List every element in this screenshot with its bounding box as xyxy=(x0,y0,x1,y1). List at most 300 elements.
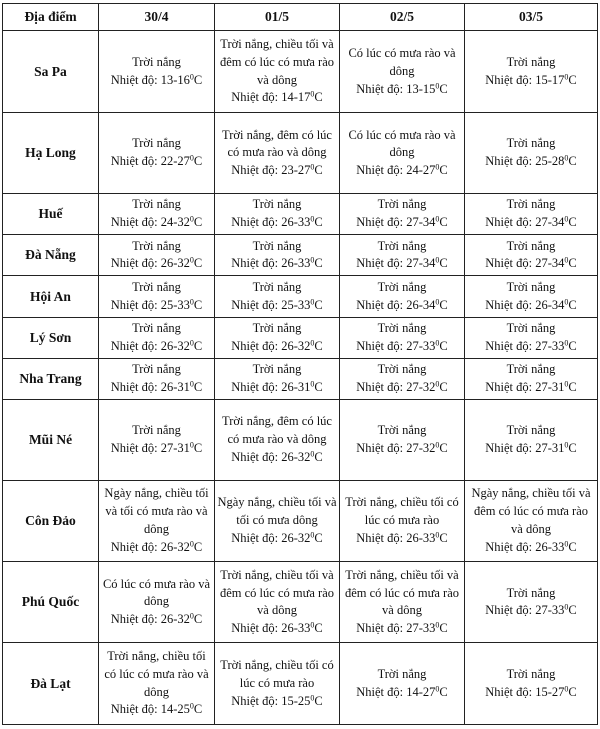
degree-mark: 0 xyxy=(310,297,315,307)
temperature-unit: C xyxy=(568,539,577,554)
temperature-line xyxy=(342,620,462,638)
weather-description: Trời nắng xyxy=(377,666,427,681)
weather-description: Có lúc có mưa rào và dông xyxy=(348,46,456,78)
temperature-unit: C xyxy=(568,338,577,353)
temperature-unit: C xyxy=(193,702,203,717)
forecast-cell xyxy=(465,562,598,643)
location-name: Côn Đảo xyxy=(3,480,99,561)
temperature-unit: C xyxy=(439,440,448,455)
temperature-line xyxy=(342,379,462,397)
temperature-unit: C xyxy=(314,90,323,105)
temperature-line xyxy=(342,255,462,273)
weather-description: Trời nắng xyxy=(377,423,427,438)
temperature-range: 27-31 xyxy=(160,440,190,455)
temperature-range: 15-27 xyxy=(535,684,565,699)
weather-description: Trời nắng xyxy=(252,279,302,294)
temperature-range: 26-32 xyxy=(160,539,190,554)
degree-mark: 0 xyxy=(189,611,194,621)
temperature-prefix: Nhiệt độ: xyxy=(356,163,407,178)
location-name: Mũi Né xyxy=(3,400,99,480)
temperature-line xyxy=(217,379,337,397)
temperature-line xyxy=(217,530,337,548)
temperature-unit: C xyxy=(439,297,448,312)
temperature-unit: C xyxy=(568,297,577,312)
temperature-range: 27-33 xyxy=(535,338,565,353)
temperature-unit: C xyxy=(439,530,448,545)
temperature-line xyxy=(101,214,212,232)
forecast-cell xyxy=(215,480,340,561)
table-row xyxy=(3,358,598,399)
weather-description: Trời nắng xyxy=(506,279,556,294)
temperature-unit: C xyxy=(439,338,448,353)
table-body xyxy=(3,31,598,725)
temperature-unit: C xyxy=(439,256,448,271)
temperature-line xyxy=(342,338,462,356)
temperature-range: 26-32 xyxy=(281,338,311,353)
degree-mark: 0 xyxy=(435,81,440,91)
forecast-cell xyxy=(465,235,598,276)
temperature-line xyxy=(342,81,462,99)
degree-mark: 0 xyxy=(435,297,440,307)
forecast-cell xyxy=(465,31,598,113)
temperature-unit: C xyxy=(568,440,577,455)
temperature-prefix: Nhiệt độ: xyxy=(110,379,161,394)
temperature-range: 25-33 xyxy=(281,297,311,312)
location-name: Lý Sơn xyxy=(3,317,99,358)
temperature-range: 25-28 xyxy=(535,154,565,169)
weather-description: Trời nắng xyxy=(132,279,181,294)
degree-mark: 0 xyxy=(564,72,569,82)
temperature-prefix: Nhiệt độ: xyxy=(485,684,536,699)
degree-mark: 0 xyxy=(564,379,569,389)
weather-description: Trời nắng xyxy=(132,136,181,151)
temperature-range: 15-25 xyxy=(281,693,311,708)
temperature-unit: C xyxy=(314,621,323,635)
forecast-cell xyxy=(215,562,340,643)
degree-mark: 0 xyxy=(564,440,569,450)
temperature-line xyxy=(467,602,595,620)
location-name: Hội An xyxy=(3,276,99,317)
temperature-prefix: Nhiệt độ: xyxy=(356,440,407,455)
degree-mark: 0 xyxy=(310,162,315,172)
temperature-prefix: Nhiệt độ: xyxy=(485,256,536,271)
temperature-line xyxy=(217,338,337,356)
temperature-line xyxy=(342,530,462,548)
temperature-prefix: Nhiệt độ: xyxy=(231,297,282,312)
degree-mark: 0 xyxy=(435,530,440,540)
temperature-unit: C xyxy=(314,163,323,178)
temperature-range: 27-34 xyxy=(535,215,565,230)
forecast-cell xyxy=(465,400,598,480)
weather-description: Trời nắng, chiều tối có lúc có mưa rào xyxy=(345,495,459,527)
forecast-cell xyxy=(99,643,215,725)
weather-description: Trời nắng xyxy=(132,197,181,212)
forecast-cell xyxy=(215,31,340,113)
temperature-range: 26-33 xyxy=(281,215,311,230)
temperature-prefix: Nhiệt độ: xyxy=(356,215,407,230)
temperature-line xyxy=(217,255,337,273)
temperature-unit: C xyxy=(568,72,577,87)
degree-mark: 0 xyxy=(189,214,194,224)
temperature-prefix: Nhiệt độ: xyxy=(110,297,161,312)
weather-description: Ngày nắng, chiều tối và tối có mưa rào và dông xyxy=(104,486,209,536)
temperature-range: 27-33 xyxy=(535,603,565,618)
weather-description: Trời nắng xyxy=(132,238,181,253)
location-name: Sa Pa xyxy=(3,31,99,113)
forecast-cell xyxy=(215,358,340,399)
weather-forecast-table xyxy=(2,3,598,725)
table-row xyxy=(3,317,598,358)
temperature-unit: C xyxy=(439,379,448,394)
temperature-unit: C xyxy=(193,440,203,455)
temperature-line xyxy=(342,297,462,315)
forecast-cell xyxy=(340,400,465,480)
temperature-unit: C xyxy=(314,215,323,230)
temperature-prefix: Nhiệt độ: xyxy=(356,297,407,312)
temperature-range: 27-32 xyxy=(406,440,436,455)
temperature-line xyxy=(101,297,212,315)
forecast-cell xyxy=(465,358,598,399)
temperature-prefix: Nhiệt độ: xyxy=(485,539,536,554)
forecast-cell xyxy=(340,480,465,561)
temperature-unit: C xyxy=(193,256,203,271)
header-date: 03/5 xyxy=(465,4,598,31)
temperature-range: 26-31 xyxy=(160,379,190,394)
temperature-range: 26-32 xyxy=(281,530,311,545)
weather-description: Trời nắng xyxy=(506,666,556,681)
forecast-cell xyxy=(215,193,340,234)
temperature-unit: C xyxy=(193,338,203,353)
degree-mark: 0 xyxy=(189,338,194,348)
degree-mark: 0 xyxy=(435,255,440,265)
temperature-range: 26-32 xyxy=(160,612,190,627)
degree-mark: 0 xyxy=(189,72,194,82)
temperature-prefix: Nhiệt độ: xyxy=(231,163,282,178)
weather-description: Trời nắng, chiều tối và đêm có lúc có mưa rào và dông xyxy=(219,37,335,87)
temperature-line xyxy=(217,449,337,467)
table-row xyxy=(3,400,598,480)
forecast-cell xyxy=(340,276,465,317)
degree-mark: 0 xyxy=(310,214,315,224)
temperature-prefix: Nhiệt độ: xyxy=(356,684,407,699)
temperature-unit: C xyxy=(193,215,203,230)
temperature-line xyxy=(101,611,212,629)
weather-description: Trời nắng xyxy=(252,197,302,212)
degree-mark: 0 xyxy=(435,379,440,389)
degree-mark: 0 xyxy=(435,684,440,694)
temperature-range: 26-32 xyxy=(281,449,311,464)
weather-description: Trời nắng xyxy=(132,320,181,335)
temperature-prefix: Nhiệt độ: xyxy=(485,603,536,618)
weather-description: Trời nắng xyxy=(506,54,556,69)
temperature-range: 27-32 xyxy=(406,379,436,394)
forecast-cell xyxy=(465,317,598,358)
temperature-line xyxy=(217,620,337,638)
forecast-cell xyxy=(99,358,215,399)
temperature-line xyxy=(342,440,462,458)
temperature-unit: C xyxy=(314,693,323,708)
temperature-prefix: Nhiệt độ: xyxy=(231,621,282,635)
temperature-range: 26-33 xyxy=(406,530,436,545)
temperature-range: 23-27 xyxy=(281,163,311,178)
temperature-unit: C xyxy=(439,163,448,178)
degree-mark: 0 xyxy=(189,297,194,307)
temperature-prefix: Nhiệt độ: xyxy=(110,702,161,717)
temperature-line xyxy=(101,338,212,356)
temperature-line xyxy=(467,539,595,557)
temperature-prefix: Nhiệt độ: xyxy=(231,449,282,464)
forecast-cell xyxy=(465,113,598,193)
temperature-range: 27-34 xyxy=(406,256,436,271)
temperature-unit: C xyxy=(314,338,323,353)
location-name: Phú Quốc xyxy=(3,562,99,643)
degree-mark: 0 xyxy=(435,214,440,224)
degree-mark: 0 xyxy=(310,338,315,348)
temperature-unit: C xyxy=(568,154,577,169)
table-row xyxy=(3,235,598,276)
temperature-prefix: Nhiệt độ: xyxy=(231,693,282,708)
temperature-range: 26-31 xyxy=(281,379,311,394)
temperature-prefix: Nhiệt độ: xyxy=(485,440,536,455)
degree-mark: 0 xyxy=(564,153,569,163)
forecast-cell xyxy=(99,480,215,561)
degree-mark: 0 xyxy=(310,693,315,703)
forecast-cell xyxy=(340,643,465,725)
temperature-unit: C xyxy=(568,603,577,618)
temperature-prefix: Nhiệt độ: xyxy=(356,338,407,353)
weather-description: Có lúc có mưa rào và dông xyxy=(102,576,211,609)
weather-description: Trời nắng xyxy=(252,320,302,335)
weather-description: Trời nắng xyxy=(377,197,427,212)
weather-description: Trời nắng, đêm có lúc có mưa rào và dông xyxy=(222,414,332,446)
temperature-range: 27-31 xyxy=(535,440,565,455)
temperature-unit: C xyxy=(439,215,448,230)
temperature-range: 22-27 xyxy=(160,154,190,169)
location-name: Đà Nẵng xyxy=(3,235,99,276)
temperature-line xyxy=(467,72,595,90)
forecast-cell xyxy=(465,643,598,725)
temperature-unit: C xyxy=(314,297,323,312)
temperature-line xyxy=(101,379,212,397)
temperature-line xyxy=(467,338,595,356)
degree-mark: 0 xyxy=(564,297,569,307)
temperature-range: 25-33 xyxy=(160,297,190,312)
temperature-line xyxy=(101,440,212,458)
temperature-unit: C xyxy=(314,449,323,464)
weather-description: Trời nắng, chiều tối có lúc có mưa rào và dông xyxy=(104,649,209,699)
weather-description: Ngày nắng, chiều tối và tối có mưa dông xyxy=(217,495,337,527)
temperature-prefix: Nhiệt độ: xyxy=(485,338,536,353)
temperature-line xyxy=(101,701,212,719)
degree-mark: 0 xyxy=(189,379,194,389)
weather-description: Trời nắng xyxy=(506,197,556,212)
temperature-prefix: Nhiệt độ: xyxy=(485,379,536,394)
temperature-prefix: Nhiệt độ: xyxy=(110,72,161,87)
temperature-range: 26-33 xyxy=(281,621,311,635)
table-row xyxy=(3,643,598,725)
temperature-prefix: Nhiệt độ: xyxy=(231,256,282,271)
temperature-range: 14-25 xyxy=(160,702,190,717)
forecast-cell xyxy=(99,193,215,234)
temperature-unit: C xyxy=(439,621,448,635)
temperature-range: 26-34 xyxy=(535,297,565,312)
temperature-unit: C xyxy=(193,297,203,312)
degree-mark: 0 xyxy=(310,255,315,265)
weather-description: Có lúc có mưa rào và dông xyxy=(348,127,456,160)
temperature-range: 24-27 xyxy=(406,163,436,178)
forecast-cell xyxy=(215,643,340,725)
temperature-unit: C xyxy=(568,684,577,699)
temperature-prefix: Nhiệt độ: xyxy=(231,90,282,105)
temperature-line xyxy=(467,214,595,232)
degree-mark: 0 xyxy=(310,379,315,389)
temperature-line xyxy=(217,89,337,107)
temperature-prefix: Nhiệt độ: xyxy=(485,215,536,230)
temperature-prefix: Nhiệt độ: xyxy=(485,297,536,312)
forecast-cell xyxy=(340,562,465,643)
temperature-unit: C xyxy=(314,379,323,394)
degree-mark: 0 xyxy=(564,539,569,549)
forecast-cell xyxy=(99,562,215,643)
temperature-line xyxy=(101,72,212,90)
degree-mark: 0 xyxy=(189,440,194,450)
temperature-unit: C xyxy=(193,379,203,394)
temperature-line xyxy=(467,684,595,702)
temperature-prefix: Nhiệt độ: xyxy=(356,530,407,545)
forecast-cell xyxy=(99,400,215,480)
weather-description: Trời nắng xyxy=(252,238,302,253)
temperature-line xyxy=(217,693,337,711)
temperature-prefix: Nhiệt độ: xyxy=(231,215,282,230)
header-date: 02/5 xyxy=(340,4,465,31)
forecast-cell xyxy=(215,400,340,480)
temperature-unit: C xyxy=(439,684,448,699)
weather-description: Ngày nắng, chiều tối và đêm có lúc có mưa rào và dông xyxy=(471,486,591,536)
temperature-unit: C xyxy=(568,215,577,230)
temperature-prefix: Nhiệt độ: xyxy=(110,612,161,627)
temperature-range: 26-32 xyxy=(160,338,190,353)
temperature-range: 24-32 xyxy=(160,215,190,230)
temperature-prefix: Nhiệt độ: xyxy=(110,154,161,169)
forecast-cell xyxy=(215,276,340,317)
header-date: 01/5 xyxy=(215,4,340,31)
table-row xyxy=(3,562,598,643)
temperature-line xyxy=(467,255,595,273)
temperature-unit: C xyxy=(568,256,577,271)
degree-mark: 0 xyxy=(435,620,440,630)
temperature-range: 15-17 xyxy=(535,72,565,87)
weather-description: Trời nắng xyxy=(132,362,181,377)
degree-mark: 0 xyxy=(564,338,569,348)
temperature-line xyxy=(342,684,462,702)
temperature-unit: C xyxy=(193,154,203,169)
temperature-line xyxy=(467,379,595,397)
temperature-unit: C xyxy=(568,379,577,394)
temperature-line xyxy=(217,214,337,232)
degree-mark: 0 xyxy=(189,539,194,549)
temperature-prefix: Nhiệt độ: xyxy=(485,154,536,169)
forecast-cell xyxy=(99,113,215,193)
degree-mark: 0 xyxy=(189,153,194,163)
forecast-cell xyxy=(99,317,215,358)
degree-mark: 0 xyxy=(310,530,315,540)
temperature-unit: C xyxy=(314,256,323,271)
temperature-line xyxy=(217,162,337,180)
temperature-range: 14-27 xyxy=(406,684,436,699)
temperature-line xyxy=(467,440,595,458)
weather-description: Trời nắng xyxy=(506,585,556,600)
forecast-cell xyxy=(340,113,465,193)
temperature-line xyxy=(101,153,212,171)
weather-description: Trời nắng xyxy=(506,238,556,253)
forecast-cell xyxy=(215,113,340,193)
temperature-prefix: Nhiệt độ: xyxy=(231,338,282,353)
degree-mark: 0 xyxy=(310,620,315,630)
temperature-prefix: Nhiệt độ: xyxy=(356,621,407,635)
temperature-range: 26-33 xyxy=(281,256,311,271)
temperature-range: 13-15 xyxy=(406,81,436,96)
weather-description: Trời nắng xyxy=(506,423,556,438)
weather-description: Trời nắng xyxy=(506,136,556,151)
temperature-unit: C xyxy=(193,539,203,554)
temperature-range: 27-33 xyxy=(406,338,436,353)
temperature-range: 26-32 xyxy=(160,256,190,271)
temperature-line xyxy=(101,539,212,557)
weather-description: Trời nắng xyxy=(377,362,427,377)
temperature-prefix: Nhiệt độ: xyxy=(356,81,407,96)
temperature-line xyxy=(467,297,595,315)
forecast-cell xyxy=(215,235,340,276)
header-date: 30/4 xyxy=(99,4,215,31)
temperature-unit: C xyxy=(439,81,448,96)
header-location: Địa điểm xyxy=(3,4,99,31)
temperature-prefix: Nhiệt độ: xyxy=(110,539,161,554)
table-row xyxy=(3,276,598,317)
temperature-prefix: Nhiệt độ: xyxy=(485,72,536,87)
location-name: Hạ Long xyxy=(3,113,99,193)
forecast-cell xyxy=(99,276,215,317)
temperature-prefix: Nhiệt độ: xyxy=(231,530,282,545)
forecast-cell xyxy=(340,235,465,276)
degree-mark: 0 xyxy=(435,162,440,172)
temperature-range: 26-33 xyxy=(535,539,565,554)
weather-description: Trời nắng xyxy=(377,279,427,294)
weather-description: Trời nắng xyxy=(506,362,556,377)
degree-mark: 0 xyxy=(564,602,569,612)
forecast-cell xyxy=(465,193,598,234)
temperature-range: 27-34 xyxy=(535,256,565,271)
forecast-cell xyxy=(340,31,465,113)
degree-mark: 0 xyxy=(564,684,569,694)
weather-description: Trời nắng xyxy=(506,320,556,335)
degree-mark: 0 xyxy=(564,255,569,265)
degree-mark: 0 xyxy=(564,214,569,224)
temperature-unit: C xyxy=(193,612,203,627)
temperature-unit: C xyxy=(193,72,203,87)
weather-description: Trời nắng xyxy=(132,54,181,69)
weather-description: Trời nắng, chiều tối và đêm có lúc có mưa rào và dông xyxy=(344,567,460,618)
location-name: Huế xyxy=(3,193,99,234)
temperature-line xyxy=(217,297,337,315)
forecast-cell xyxy=(99,235,215,276)
temperature-prefix: Nhiệt độ: xyxy=(110,338,161,353)
temperature-prefix: Nhiệt độ: xyxy=(110,256,161,271)
temperature-line xyxy=(101,255,212,273)
temperature-line xyxy=(342,214,462,232)
weather-description: Trời nắng xyxy=(377,320,427,335)
degree-mark: 0 xyxy=(189,255,194,265)
table-row xyxy=(3,480,598,561)
